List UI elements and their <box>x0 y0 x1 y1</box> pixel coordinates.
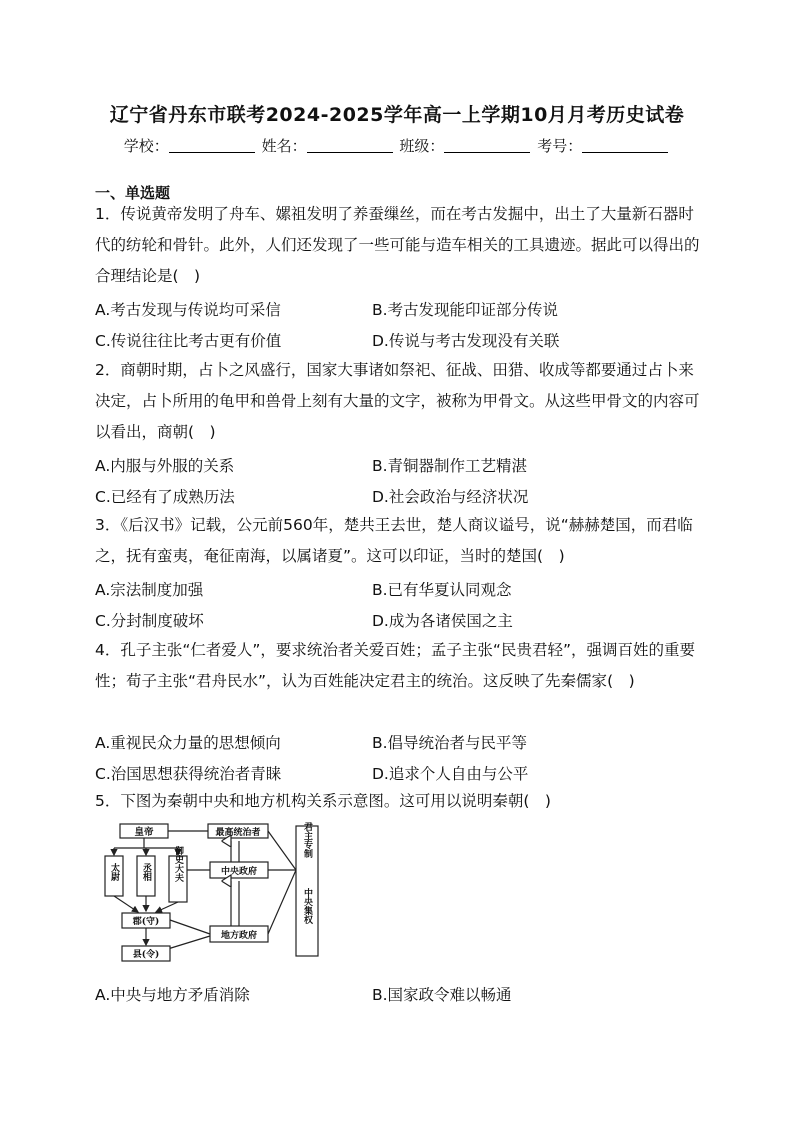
option-a[interactable]: A.重视民众力量的思想倾向 <box>95 734 281 752</box>
option-b[interactable]: B.考古发现能印证部分传说 <box>372 301 559 319</box>
question-2-stem: 2．商朝时期，占卜之风盛行，国家大事诸如祭祀、征战、田猎、收成等都要通过占卜来决定，占卜所用的龟甲和兽骨上刻有大量的文字，被称为甲骨文。从这些甲骨文的内容可以看出，商朝( ) <box>95 361 700 441</box>
local-government-text: 地方政府 <box>220 931 258 941</box>
option-c[interactable]: C.传说往往比考古更有价值 <box>95 332 282 350</box>
name-label: 姓名： <box>261 137 307 155</box>
class-label: 班级： <box>399 137 445 155</box>
question-4-stem: 4．孔子主张“仁者爱人”，要求统治者关爱百姓；孟子主张“民贵君轻”，强调百姓的重要性；荀子主张“君舟民水”，认为百姓能决定君主的统治。这反映了先秦儒家( ) <box>95 641 695 690</box>
option-a[interactable]: A.考古发现与传说均可采信 <box>95 301 281 319</box>
central-government-text: 中央政府 <box>220 867 258 877</box>
yushi-text: 御史大夫 <box>173 846 183 882</box>
option-d[interactable]: D.成为各诸侯国之主 <box>372 612 513 630</box>
option-d[interactable]: D.追求个人自由与公平 <box>372 765 529 783</box>
option-b[interactable]: B.已有华夏认同观念 <box>372 581 512 599</box>
diagram-svg <box>98 822 338 972</box>
emperor-text: 皇帝 <box>134 827 154 838</box>
supreme-ruler-text: 最高统治者 <box>215 828 261 838</box>
option-b[interactable]: B.国家政令难以畅通 <box>372 986 512 1004</box>
question-3-stem: 3．《后汉书》记载，公元前560年，楚共王去世，楚人商议谥号，说“赫赫楚国，而君临之，抚有蛮夷，奄征南海，以属诸夏”。这可以印证，当时的楚国( ) <box>95 516 693 565</box>
taiwei-text: 太尉 <box>109 863 119 881</box>
chengxiang-text: 丞相 <box>141 863 151 881</box>
exam-number-blank[interactable] <box>582 138 668 153</box>
option-a[interactable]: A.宗法制度加强 <box>95 581 204 599</box>
class-blank[interactable] <box>444 138 530 153</box>
school-label: 学校： <box>123 137 169 155</box>
option-a[interactable]: A.中央与地方矛盾消除 <box>95 986 250 1004</box>
option-c[interactable]: C.分封制度破坏 <box>95 612 204 630</box>
jun-text: 郡(守) <box>132 917 160 927</box>
student-info-line <box>0 135 794 156</box>
option-b[interactable]: B.青铜器制作工艺精湛 <box>372 457 528 475</box>
option-d[interactable]: D.传说与考古发现没有关联 <box>372 332 560 350</box>
exam-number-label: 考号： <box>537 137 583 155</box>
school-blank[interactable] <box>169 138 255 153</box>
page-title: 辽宁省丹东市联考2024-2025学年高一上学期10月月考历史试卷 <box>109 104 685 126</box>
question-1-stem: 1．传说黄帝发明了舟车、嫘祖发明了养蚕缫丝，而在考古发掘中，出土了大量新石器时代的纺轮和骨针。此外，人们还发现了一些可能与造车相关的工具遗迹。据此可以得出的合理结论是( ) <box>95 205 700 285</box>
option-a[interactable]: A.内服与外服的关系 <box>95 457 235 475</box>
autocracy-text: 君主专制 <box>302 822 312 858</box>
option-c[interactable]: C.治国思想获得统治者青睐 <box>95 765 282 783</box>
xian-text: 县(令) <box>132 950 160 960</box>
qin-government-diagram <box>98 822 338 972</box>
option-c[interactable]: C.已经有了成熟历法 <box>95 488 235 506</box>
section-title: 一、单选题 <box>95 184 171 202</box>
centralization-text: 中央集权 <box>302 888 312 924</box>
name-blank[interactable] <box>307 138 393 153</box>
option-b[interactable]: B.倡导统治者与民平等 <box>372 734 528 752</box>
option-d[interactable]: D.社会政治与经济状况 <box>372 488 529 506</box>
question-5-stem: 5．下图为秦朝中央和地方机构关系示意图。这可用以说明秦朝( ) <box>95 792 551 810</box>
